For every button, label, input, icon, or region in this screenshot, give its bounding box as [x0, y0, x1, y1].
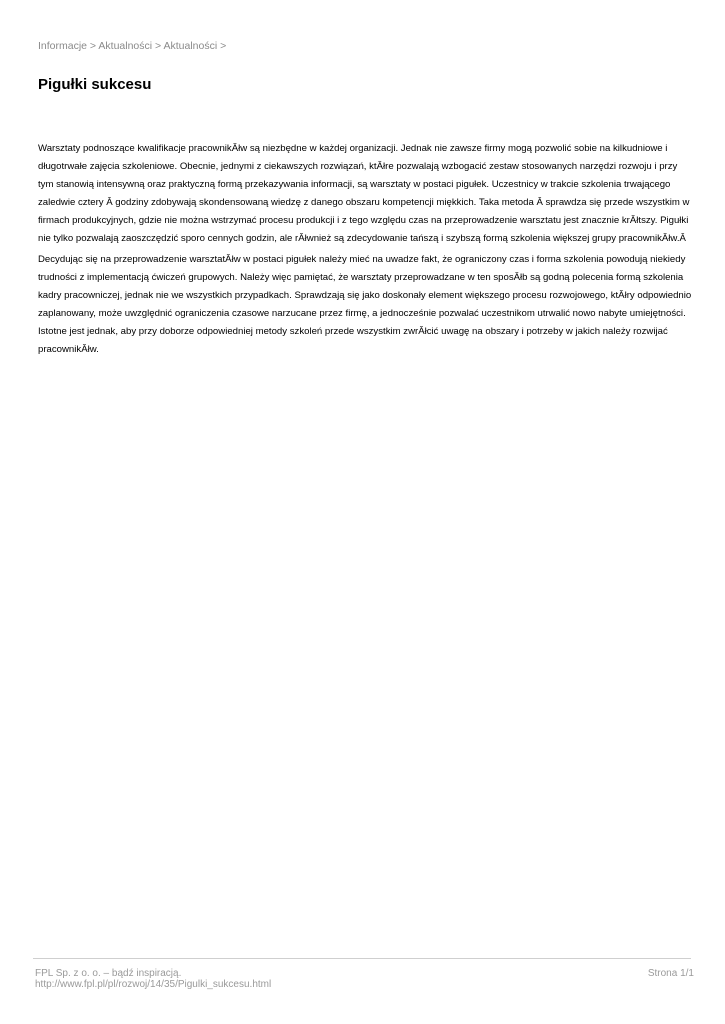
footer-company: FPL Sp. z o. o. – bądź inspiracją.	[35, 968, 182, 979]
footer-url[interactable]: http://www.fpl.pl/pl/rozwoj/14/35/Pigulki_sukcesu.html	[35, 979, 272, 990]
footer-page-number: Strona 1/1	[647, 968, 694, 979]
article-body	[38, 140, 693, 361]
page-title: Pigułki sukcesu	[38, 76, 152, 93]
breadcrumb[interactable]: Informacje > Aktualności > Aktualności >	[38, 40, 227, 52]
footer-divider	[33, 958, 691, 959]
footer-info	[35, 968, 271, 990]
article-paragraph-1: Warsztaty podnoszące kwalifikacje pracownikĂłw są niezbędne w każdej organizacji. Jednak nie zawsze firmy mogą pozwolić sobie na kilkudniowe i długotrwałe zajęcia szkoleniowe. Obecnie, jednymi z ciekawszych rozwiązań, ktĂłre pozwalają wzbogacić zestaw stosowanych narzędzi rozwoju i przy tym stanowią intensywną oraz praktyczną formą przekazywania informacji, są warsztaty w postaci pigułek. Uczestnicy w trakcie szkolenia trwającego zaledwie cztery Â godziny zdobywają skondensowaną wiedzę z danego obszaru kompetencji miękkich. Taka metoda Â sprawdza się przede wszystkim w firmach produkcyjnych, gdzie nie można wstrzymać procesu produkcji i z tego względu czas na przeprowadzenie warsztatu jest znacznie krĂłtszy. Pigułki nie tylko pozwalają zaoszczędzić sporo cennych godzin, ale rĂłwnież są zdecydowanie tańszą i szybszą formą szkolenia większej grupy pracownikĂłw.Â	[38, 143, 690, 245]
article-paragraph-2: Decydując się na przeprowadzenie warsztatĂłw w postaci pigułek należy mieć na uwadze fakt, że ograniczony czas i forma szkolenia powodują niekiedy trudności z implementacją ćwiczeń grupowych. Należy więc pamiętać, że warsztaty przeprowadzane w ten sposĂłb są godną polecenia formą szkolenia kadry pracowniczej, jednak nie we wszystkich przypadkach. Sprawdzają się jako doskonały element większego procesu rozwojowego, ktĂłry odpowiednio zaplanowany, może uwzględnić ograniczenia czasowe narzucane przez firmę, a jednocześnie pozwalać uczestnikom utrwalić nowo nabyte umiejętności. Istotne jest jednak, aby przy doborze odpowiedniej metody szkoleń przede wszystkim zwrĂłcić uwagę na obszary i potrzeby w jakich należy rozwijać pracownikĂłw.	[38, 253, 692, 356]
